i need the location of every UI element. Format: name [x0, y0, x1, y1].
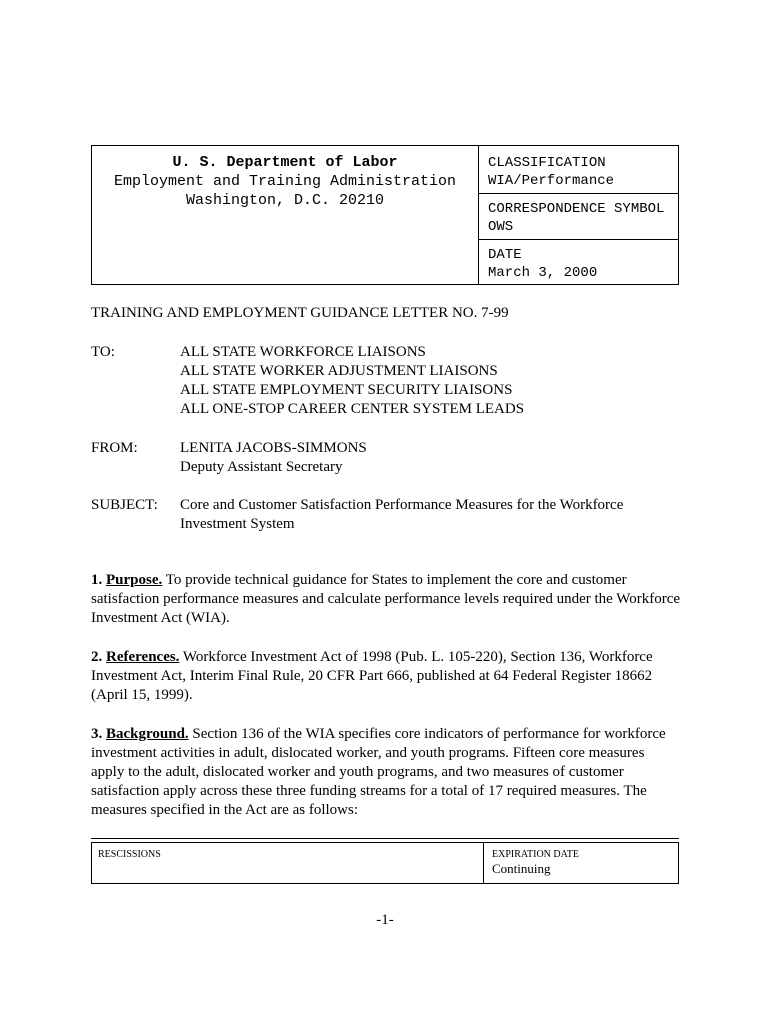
correspondence-value: OWS	[488, 219, 514, 235]
correspondence-label: CORRESPONDENCE SYMBOL	[488, 201, 665, 217]
subject-label: SUBJECT:	[91, 497, 158, 513]
paragraph-heading: References.	[106, 649, 180, 665]
sender-name: LENITA JACOBS-SIMMONS	[180, 440, 367, 456]
paragraph-background	[91, 725, 681, 820]
from-label: FROM:	[91, 440, 138, 456]
classification-label: CLASSIFICATION	[488, 155, 606, 171]
footer-rule	[91, 838, 679, 839]
agency-location: Washington, D.C. 20210	[185, 192, 385, 209]
expiration-value: Continuing	[492, 861, 551, 876]
administration-name: Employment and Training Administration	[113, 173, 457, 190]
footer-box	[91, 842, 679, 884]
paragraph-text: Workforce Investment Act of 1998 (Pub. L. 105-220), Section 136, Workforce Investment Act, Interim Final Rule, 20 CFR Part 666, published at 64 Federal Register 18662 (April 15, 1999).	[91, 649, 653, 703]
paragraph-purpose	[91, 571, 681, 628]
correspondence-cell	[479, 200, 678, 236]
from-block	[180, 439, 680, 477]
paragraph-references	[91, 648, 681, 705]
paragraph-heading: Background.	[106, 726, 189, 742]
to-label: TO:	[91, 344, 115, 360]
expiration-label: EXPIRATION DATE	[492, 849, 579, 860]
paragraph-text: To provide technical guidance for States to implement the core and customer satisfaction performance measures and calculate performance levels required under the Workforce Investment Act (WIA).	[91, 572, 681, 626]
date-cell	[479, 246, 678, 282]
metadata-column	[478, 146, 678, 284]
rescissions-label: RESCISSIONS	[98, 849, 161, 860]
letter-title: TRAINING AND EMPLOYMENT GUIDANCE LETTER NO. 7-99	[91, 305, 509, 321]
to-recipients	[180, 343, 680, 419]
sender-title: Deputy Assistant Secretary	[180, 459, 343, 475]
agency-block	[92, 146, 478, 284]
paragraph-number: 2.	[91, 649, 103, 665]
date-value: March 3, 2000	[488, 265, 598, 281]
classification-value: WIA/Performance	[488, 173, 615, 189]
recipient: ALL STATE WORKFORCE LIAISONS	[180, 344, 426, 360]
recipient: ALL STATE WORKER ADJUSTMENT LIAISONS	[180, 363, 498, 379]
recipient: ALL ONE-STOP CAREER CENTER SYSTEM LEADS	[180, 401, 525, 417]
divider	[479, 193, 678, 194]
date-label: DATE	[488, 247, 522, 263]
paragraph-number: 3.	[91, 726, 103, 742]
header-box	[91, 145, 679, 285]
paragraph-heading: Purpose.	[106, 572, 163, 588]
divider	[479, 239, 678, 240]
page-number: -1-	[376, 912, 394, 928]
paragraph-text: Section 136 of the WIA specifies core indicators of performance for workforce investment activities in adult, dislocated worker, and youth programs. Fifteen core measures apply to the adult, dislocated worker and youth programs, and two measures of customer satisfaction apply across these three funding streams for a total of 17 required measures. The measures specified in the Act are as follows:	[91, 726, 666, 818]
department-name: U. S. Department of Labor	[172, 154, 398, 171]
rescissions-cell	[92, 843, 484, 883]
expiration-cell	[484, 843, 678, 883]
paragraph-number: 1.	[91, 572, 103, 588]
recipient: ALL STATE EMPLOYMENT SECURITY LIAISONS	[180, 382, 513, 398]
classification-cell	[479, 154, 678, 190]
subject-text: Core and Customer Satisfaction Performance Measures for the Workforce Investment System	[180, 497, 624, 532]
